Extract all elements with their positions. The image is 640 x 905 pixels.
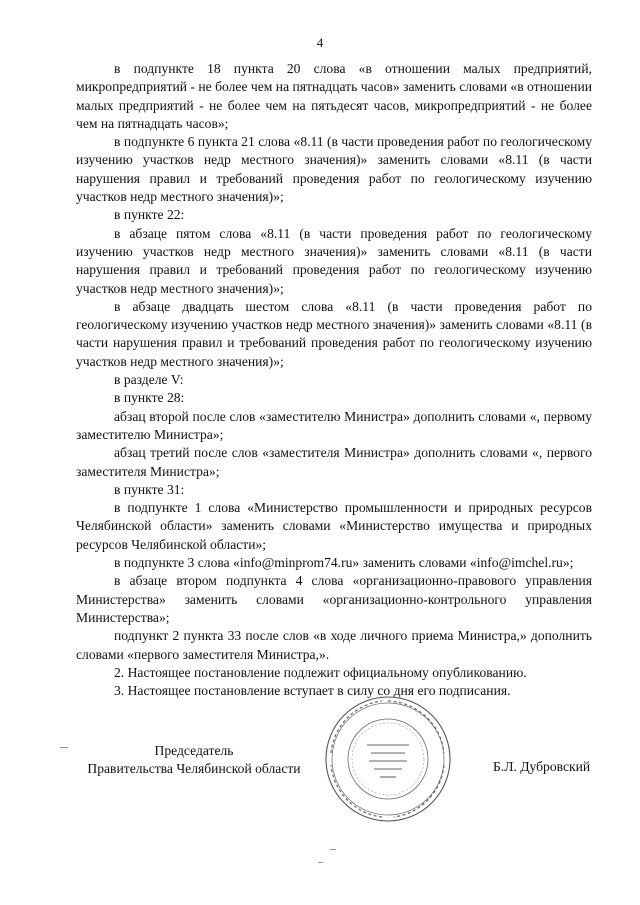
paragraph: в пункте 31: — [114, 481, 185, 497]
paragraph: в пункте 22: — [114, 207, 185, 223]
paragraph: абзац третий после слов «заместителя Министра» дополнить словами «, первого заместителя Министра»; — [76, 445, 592, 479]
paragraph: в абзаце втором подпункта 4 слова «организационно-правового управления Министерства» заменить словами «организационно-контрольного управления Министерства»; — [76, 573, 592, 625]
paragraph: в подпункте 3 слова «info@minprom74.ru» заменить словами «info@imchel.ru»; — [114, 555, 574, 571]
margin-mark — [60, 747, 68, 748]
paragraph: в абзаце пятом слова «8.11 (в части проведения работ по геологическому изучению участков недр местного значения)» заменить словами «8.11 (в части нарушения правил и требований проведения работ по геологическому изучению участков недр местного значения)»; — [76, 225, 592, 296]
paragraph: в пункте 28: — [114, 390, 185, 406]
numbered-item: 3. Настоящее постановление вступает в силу со дня его подписания. — [114, 683, 511, 699]
paragraph: в абзаце двадцать шестом слова «8.11 (в части проведения работ по геологическому изучению участков недр местного значения)» заменить словами «8.11 (в части нарушения правил и требований проведения работ по геологическому изучению участков недр местного значения)»; — [76, 298, 592, 369]
signatory-title — [72, 742, 316, 779]
official-seal-icon — [322, 693, 454, 825]
signatory-title-line: Правительства Челябинской области — [87, 761, 301, 777]
paragraph: в подпункте 18 пункта 20 слова «в отношении малых предприятий, микропредприятий - не более чем на пятнадцать часов» заменить словами «в отношении малых предприятий - не более чем на пятьдесят часов, микропредприятий - не более чем на пятнадцать часов»; — [76, 61, 592, 131]
signatory-title-line: Председатель — [154, 743, 234, 758]
signatory-name: Б.Л. Дубровский — [493, 759, 591, 774]
numbered-item: 2. Настоящее постановление подлежит официальному опубликованию. — [114, 664, 527, 680]
document-body — [76, 60, 592, 700]
paragraph: в подпункте 1 слова «Министерство промышленности и природных ресурсов Челябинской области» заменить словами «Министерство имущества и природных ресурсов Челябинской области»; — [76, 500, 592, 552]
page-number: 4 — [316, 35, 324, 50]
paragraph: в разделе V: — [114, 372, 184, 388]
margin-mark — [330, 849, 336, 850]
paragraph: подпункт 2 пункта 33 после слов «в ходе личного приема Министра,» дополнить словами «первого заместителя Министра,». — [76, 628, 592, 662]
paragraph: абзац второй после слов «заместителю Министра» дополнить словами «, первому заместителю Министра»; — [76, 408, 592, 442]
paragraph: в подпункте 6 пункта 21 слова «8.11 (в части проведения работ по геологическому изучению участков недр местного значения)» заменить словами «8.11 (в части нарушения правил и требований проведения работ по геологическому изучению участков недр местного значения)»; — [76, 134, 592, 205]
margin-mark — [318, 862, 323, 863]
